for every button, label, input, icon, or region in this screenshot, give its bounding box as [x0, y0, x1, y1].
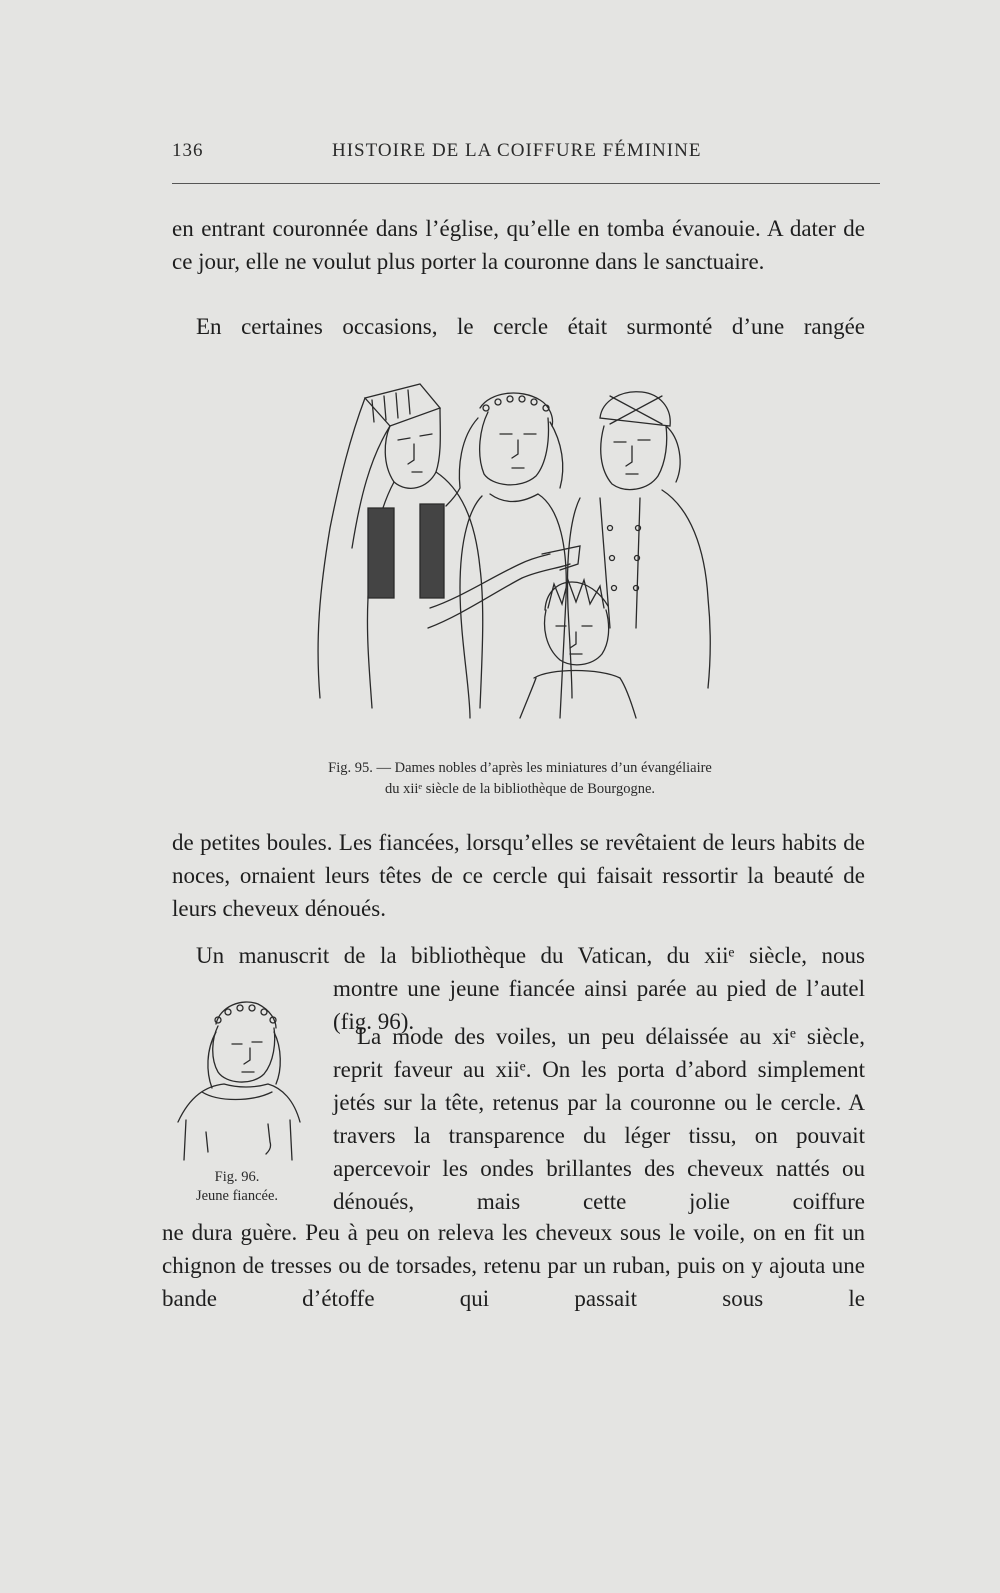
figure-95-illustration [310, 378, 740, 738]
paragraph-4-rest: montre une jeune fiancée ainsi parée au pied de l’autel (fig. 96). [333, 976, 865, 1034]
paragraph-1: en entrant couronnée dans l’église, qu’elle en tomba évanouie. A dater de ce jour, elle ne voulut plus porter la couronne dans le sanctuaire. [172, 216, 865, 274]
figure-96-illustration [172, 992, 302, 1162]
paragraph-3: de petites boules. Les fiancées, lorsqu’elles se revêtaient de leurs habits de noces, ornaient leurs têtes de ce cercle qui faisait ressortir la beauté de leurs cheveux dénoués. [172, 830, 865, 921]
figure-95-caption-line-1: Fig. 95. — Dames nobles d’après les miniatures d’un évangéliaire [328, 760, 712, 776]
paragraph-5-continued: ne dura guère. Peu à peu on releva les cheveux sous le voile, on en fit un chignon de tresses ou de torsades, retenu par un ruban, puis on y ajouta une bande d’étoffe qui passait sous le [162, 1220, 865, 1311]
running-title: HISTOIRE DE LA COIFFURE FÉMININE [332, 140, 702, 161]
header-rule [172, 183, 880, 184]
page-number: 136 [172, 140, 204, 161]
page-header [172, 140, 880, 166]
figure-95-caption-line-2: du xiiᵉ siècle de la bibliothèque de Bourgogne. [384, 781, 656, 797]
paragraph-2: En certaines occasions, le cercle était surmonté d’une rangée [196, 314, 865, 339]
paragraph-4-line-1: Un manuscrit de la bibliothèque du Vatican, du xiiᵉ siècle, nous [196, 943, 865, 968]
figure-95-caption [270, 758, 770, 800]
figure-96-caption-line-1: Fig. 96. [214, 1169, 260, 1185]
figure-96-caption [172, 1168, 302, 1206]
paragraph-5: La mode des voiles, un peu délaissée au xiᵉ siècle, reprit faveur au xiiᵉ. On les porta d’abord simplement jetés sur la tête, retenus par la couronne ou le cercle. A travers la transparence du léger tissu, on pouvait apercevoir les ondes brillantes des cheveux nattés ou dénoués, mais cette jolie coiffure [333, 1024, 865, 1214]
figure-96-caption-line-2: Jeune fiancée. [195, 1188, 279, 1204]
